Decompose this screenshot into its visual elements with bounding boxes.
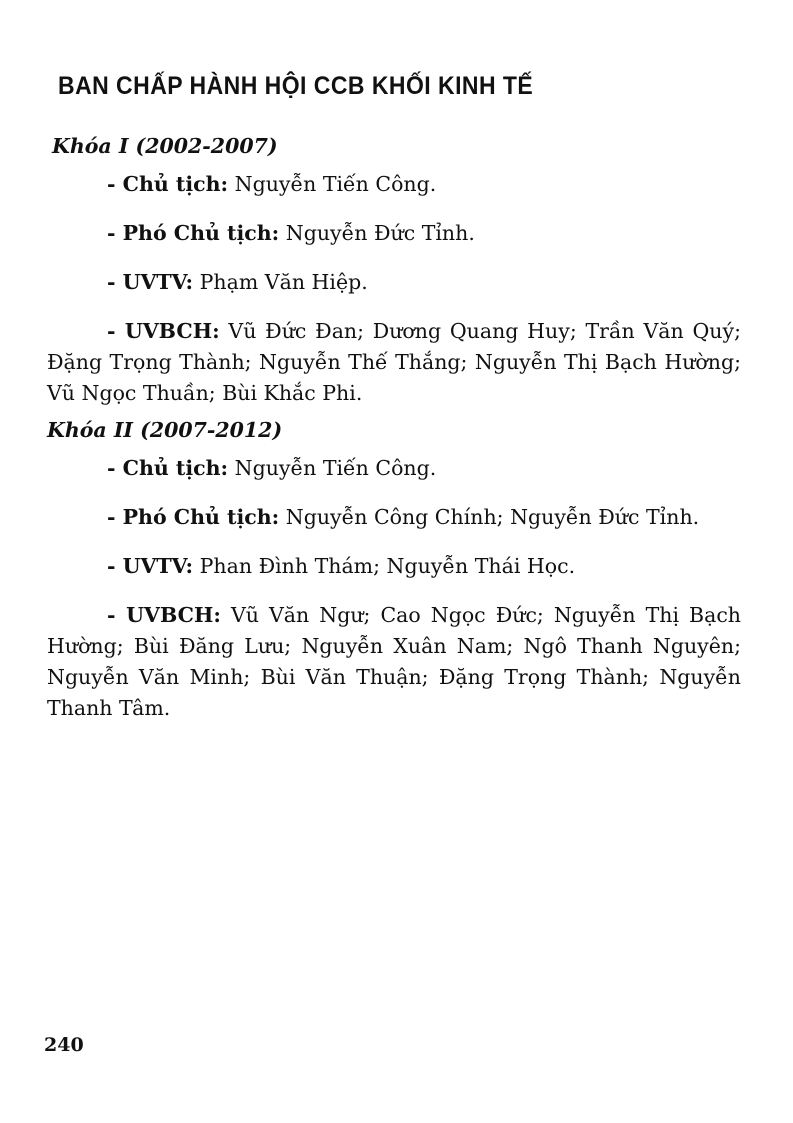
section-heading: Khóa I (2002-2007) [52, 134, 278, 158]
entry-label: - UVBCH: [107, 319, 220, 343]
page-title: BAN CHẤP HÀNH HỘI CCB KHỐI KINH TẾ [58, 72, 534, 100]
entry-pho-chu-tich [47, 218, 741, 249]
entry-text: Nguyễn Tiến Công. [228, 172, 437, 196]
entry-text: Phan Đình Thám; Nguyễn Thái Học. [193, 554, 576, 578]
entry-uvbch [47, 600, 741, 724]
entry-label: - UVTV: [107, 270, 194, 294]
entry-text: Nguyễn Tiến Công. [228, 456, 437, 480]
entry-label: - UVBCH: [107, 603, 221, 627]
entry-pho-chu-tich [47, 502, 741, 533]
entry-label: - Chủ tịch: [107, 172, 229, 196]
section-khoa-2 [47, 417, 741, 742]
entry-uvtv [47, 267, 741, 298]
entry-text: Phạm Văn Hiệp. [193, 270, 368, 294]
entry-chu-tich [47, 453, 741, 484]
entry-text: Vũ Đức Đan; Dương Quang Huy; Trần Văn Quý; Đặng Trọng Thành; Nguyễn Thế Thắng; Nguyễn Thị Bạch Hường; Vũ Ngọc Thuần; Bùi Khắc Phi. [47, 319, 741, 405]
entry-label: - Chủ tịch: [107, 456, 229, 480]
page-number: 240 [44, 1034, 84, 1056]
entry-uvtv [47, 551, 741, 582]
entry-label: - Phó Chủ tịch: [107, 221, 280, 245]
entry-uvbch [47, 316, 741, 409]
entry-text: Nguyễn Công Chính; Nguyễn Đức Tỉnh. [279, 505, 700, 529]
entry-text: Nguyễn Đức Tỉnh. [279, 221, 475, 245]
entry-text: Vũ Văn Ngư; Cao Ngọc Đức; Nguyễn Thị Bạch Hường; Bùi Đăng Lưu; Nguyễn Xuân Nam; Ngô Thanh Nguyên; Nguyễn Văn Minh; Bùi Văn Thuận; Đặng Trọng Thành; Nguyễn Thanh Tâm. [47, 603, 742, 720]
section-khoa-1 [47, 133, 741, 427]
section-heading: Khóa II (2007-2012) [47, 418, 283, 442]
entry-label: - UVTV: [107, 554, 194, 578]
entry-chu-tich [47, 169, 741, 200]
entry-label: - Phó Chủ tịch: [107, 505, 280, 529]
